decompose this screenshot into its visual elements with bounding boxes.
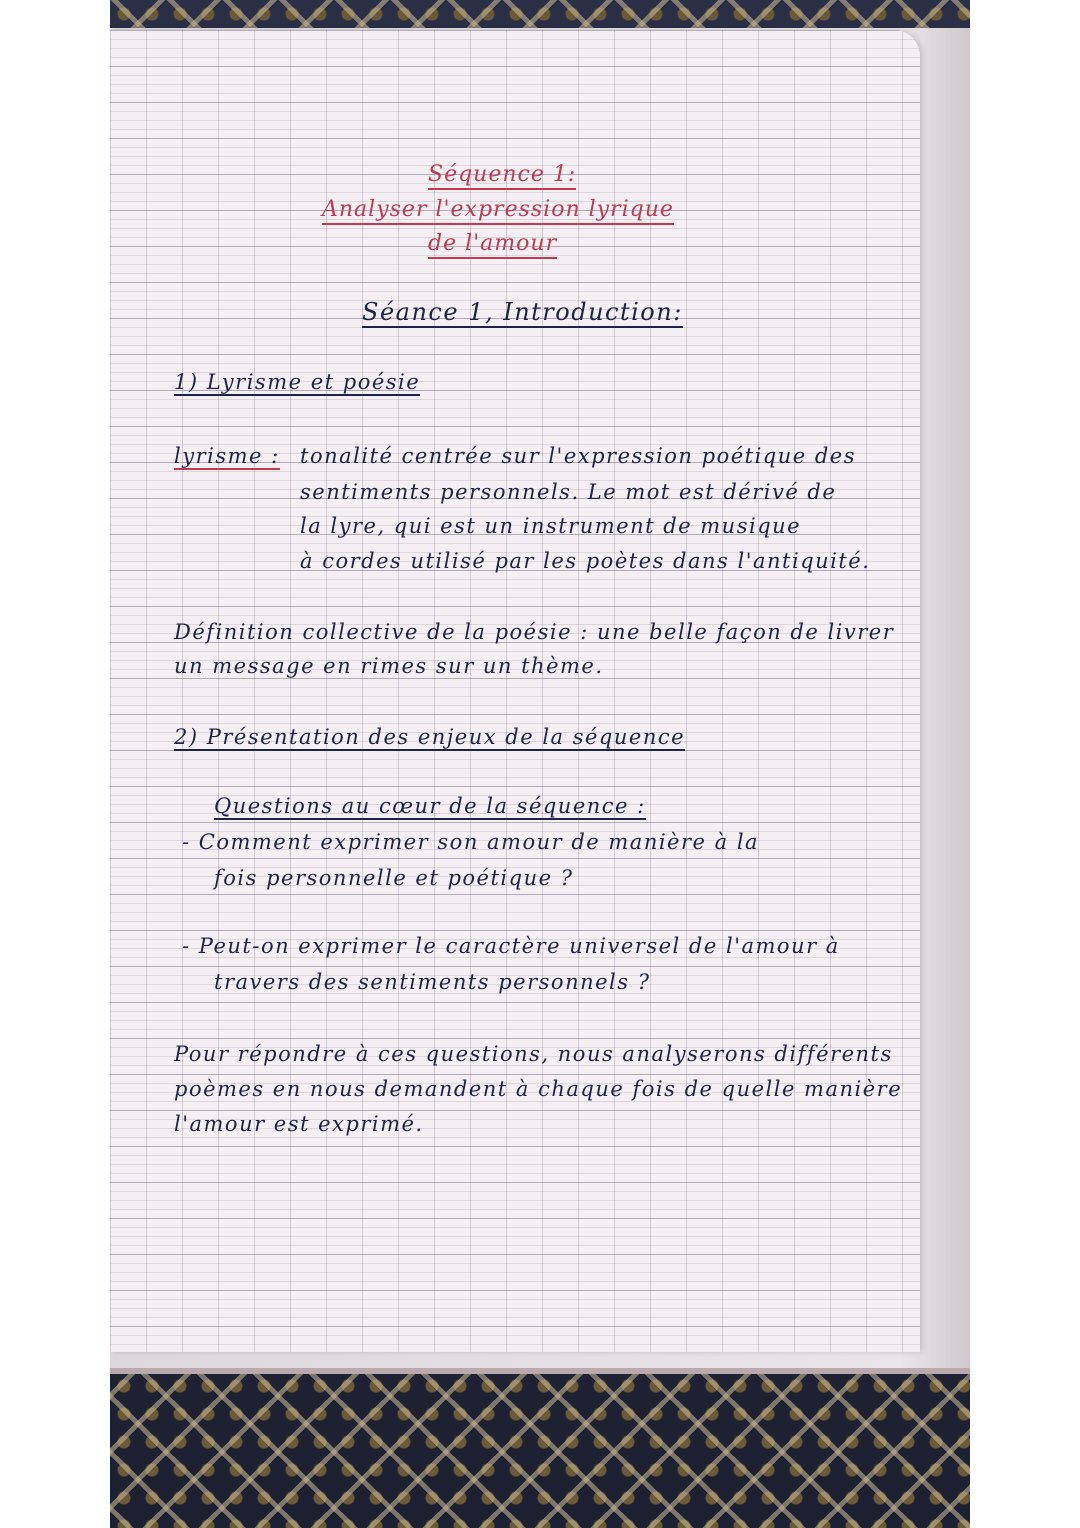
title-line-3: de l'amour [428, 231, 557, 259]
title-line-1: Séquence 1: [428, 162, 576, 190]
collective-definition-line-2: un message en rimes sur un thème. [174, 654, 604, 678]
conclusion-line-1: Pour répondre à ces questions, nous analyserons différents [174, 1042, 893, 1066]
definition-line-3: la lyre, qui est un instrument de musique [300, 514, 802, 538]
conclusion-line-3: l'amour est exprimé. [174, 1112, 424, 1136]
questions-title: Questions au cœur de la séquence : [214, 794, 646, 818]
conclusion-line-2: poèmes en nous demandent à chaque fois de quelle manière [174, 1077, 903, 1101]
definition-line-4: à cordes utilisé par les poètes dans l'antiquité. [300, 549, 871, 573]
definition-line-1: tonalité centrée sur l'expression poétique des [300, 444, 857, 468]
question-1-line-1: - Comment exprimer son amour de manière à la [182, 830, 760, 854]
title-line-2: Analyser l'expression lyrique [322, 197, 674, 225]
notebook-page [110, 30, 920, 1352]
section2-heading: 2) Présentation des enjeux de la séquence [174, 725, 686, 749]
photo [110, 0, 970, 1528]
definition-line-2: sentiments personnels. Le mot est dérivé de [300, 480, 837, 504]
lyrisme-term: lyrisme : [174, 444, 280, 468]
question-1-line-2: fois personnelle et poétique ? [214, 866, 574, 890]
section1-heading: 1) Lyrisme et poésie [174, 370, 421, 394]
collective-definition-line-1: Définition collective de la poésie : une belle façon de livrer [174, 620, 895, 644]
question-2-line-2: travers des sentiments personnels ? [214, 970, 651, 994]
question-2-line-1: - Peut-on exprimer le caractère universel de l'amour à [182, 934, 840, 958]
seance-heading: Séance 1, Introduction: [362, 298, 683, 326]
